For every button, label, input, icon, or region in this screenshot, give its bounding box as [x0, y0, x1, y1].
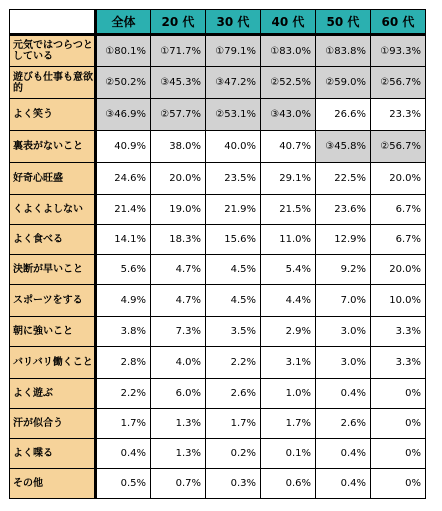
- value-cell: 3.3%: [371, 317, 426, 347]
- row-label: よく食べる: [10, 225, 96, 255]
- value-cell: 20.0%: [371, 163, 426, 195]
- value-cell: 3.1%: [261, 347, 316, 379]
- table-row: [10, 225, 426, 255]
- value-cell: 0.2%: [206, 439, 261, 469]
- value-cell: 26.6%: [316, 99, 371, 131]
- value-cell: 1.7%: [96, 409, 151, 439]
- value-cell: ①79.1%: [206, 35, 261, 67]
- value-cell: 23.3%: [371, 99, 426, 131]
- table-row: [10, 409, 426, 439]
- value-cell: 3.8%: [96, 317, 151, 347]
- table-body: [10, 35, 426, 499]
- value-cell: 1.0%: [261, 379, 316, 409]
- value-cell: 2.8%: [96, 347, 151, 379]
- value-cell: ①83.8%: [316, 35, 371, 67]
- value-cell: 4.0%: [151, 347, 206, 379]
- row-label: スポーツをする: [10, 285, 96, 317]
- value-cell: 38.0%: [151, 131, 206, 163]
- value-cell: 1.7%: [261, 409, 316, 439]
- value-cell: 4.7%: [151, 285, 206, 317]
- value-cell: 23.5%: [206, 163, 261, 195]
- value-cell: 0%: [371, 409, 426, 439]
- value-cell: ③47.2%: [206, 67, 261, 99]
- value-cell: ②53.1%: [206, 99, 261, 131]
- value-cell: 0.1%: [261, 439, 316, 469]
- value-cell: ②56.7%: [371, 131, 426, 163]
- value-cell: 21.5%: [261, 195, 316, 225]
- column-header-60s: 60 代: [371, 10, 426, 35]
- value-cell: ①80.1%: [96, 35, 151, 67]
- row-label: くよくよしない: [10, 195, 96, 225]
- value-cell: ③43.0%: [261, 99, 316, 131]
- table-row: [10, 163, 426, 195]
- value-cell: 18.3%: [151, 225, 206, 255]
- table-row: [10, 99, 426, 131]
- table-row: [10, 255, 426, 285]
- value-cell: 2.2%: [206, 347, 261, 379]
- value-cell: 4.5%: [206, 255, 261, 285]
- row-label: 朝に強いこと: [10, 317, 96, 347]
- row-label: 元気ではつらつとしている: [10, 35, 96, 67]
- column-header-50s: 50 代: [316, 10, 371, 35]
- value-cell: 20.0%: [371, 255, 426, 285]
- value-cell: 29.1%: [261, 163, 316, 195]
- value-cell: 2.6%: [316, 409, 371, 439]
- value-cell: 5.4%: [261, 255, 316, 285]
- table-row: [10, 285, 426, 317]
- value-cell: 0%: [371, 379, 426, 409]
- row-label: 決断が早いこと: [10, 255, 96, 285]
- row-label: その他: [10, 469, 96, 499]
- column-header-40s: 40 代: [261, 10, 316, 35]
- value-cell: 40.9%: [96, 131, 151, 163]
- value-cell: ①83.0%: [261, 35, 316, 67]
- value-cell: 0.6%: [261, 469, 316, 499]
- value-cell: ③45.3%: [151, 67, 206, 99]
- value-cell: 3.0%: [316, 317, 371, 347]
- value-cell: 4.4%: [261, 285, 316, 317]
- column-header-30s: 30 代: [206, 10, 261, 35]
- row-label: 遊びも仕事も意欲的: [10, 67, 96, 99]
- value-cell: 19.0%: [151, 195, 206, 225]
- value-cell: 7.0%: [316, 285, 371, 317]
- value-cell: 24.6%: [96, 163, 151, 195]
- row-label: 好奇心旺盛: [10, 163, 96, 195]
- value-cell: ②50.2%: [96, 67, 151, 99]
- value-cell: 0.4%: [96, 439, 151, 469]
- header-row: [10, 10, 426, 35]
- value-cell: 4.7%: [151, 255, 206, 285]
- value-cell: 40.7%: [261, 131, 316, 163]
- row-label: よく笑う: [10, 99, 96, 131]
- table-row: [10, 469, 426, 499]
- value-cell: 0.4%: [316, 469, 371, 499]
- value-cell: 3.5%: [206, 317, 261, 347]
- value-cell: ①93.3%: [371, 35, 426, 67]
- value-cell: 4.9%: [96, 285, 151, 317]
- table-row: [10, 195, 426, 225]
- value-cell: 12.9%: [316, 225, 371, 255]
- value-cell: 20.0%: [151, 163, 206, 195]
- value-cell: 6.7%: [371, 195, 426, 225]
- value-cell: 2.6%: [206, 379, 261, 409]
- value-cell: ③46.9%: [96, 99, 151, 131]
- value-cell: 14.1%: [96, 225, 151, 255]
- row-label: バリバリ働くこと: [10, 347, 96, 379]
- table-row: [10, 347, 426, 379]
- value-cell: ①71.7%: [151, 35, 206, 67]
- value-cell: 11.0%: [261, 225, 316, 255]
- value-cell: ②57.7%: [151, 99, 206, 131]
- value-cell: 23.6%: [316, 195, 371, 225]
- value-cell: 9.2%: [316, 255, 371, 285]
- column-header-all: 全体: [96, 10, 151, 35]
- table-row: [10, 379, 426, 409]
- value-cell: 0.4%: [316, 439, 371, 469]
- table-row: [10, 67, 426, 99]
- table-row: [10, 131, 426, 163]
- value-cell: 0.5%: [96, 469, 151, 499]
- value-cell: 1.3%: [151, 439, 206, 469]
- value-cell: 1.3%: [151, 409, 206, 439]
- value-cell: 3.0%: [316, 347, 371, 379]
- value-cell: ③45.8%: [316, 131, 371, 163]
- row-label: よく喋る: [10, 439, 96, 469]
- table-row: [10, 439, 426, 469]
- value-cell: 15.6%: [206, 225, 261, 255]
- value-cell: 2.9%: [261, 317, 316, 347]
- column-header-20s: 20 代: [151, 10, 206, 35]
- value-cell: 7.3%: [151, 317, 206, 347]
- value-cell: 0.7%: [151, 469, 206, 499]
- value-cell: 10.0%: [371, 285, 426, 317]
- value-cell: 21.9%: [206, 195, 261, 225]
- table-row: [10, 317, 426, 347]
- value-cell: ②56.7%: [371, 67, 426, 99]
- value-cell: ②59.0%: [316, 67, 371, 99]
- value-cell: 0%: [371, 439, 426, 469]
- value-cell: 3.3%: [371, 347, 426, 379]
- value-cell: ②52.5%: [261, 67, 316, 99]
- row-label: 裏表がないこと: [10, 131, 96, 163]
- value-cell: 21.4%: [96, 195, 151, 225]
- value-cell: 4.5%: [206, 285, 261, 317]
- value-cell: 0.4%: [316, 379, 371, 409]
- value-cell: 40.0%: [206, 131, 261, 163]
- corner-cell: [10, 10, 96, 35]
- row-label: 汗が似合う: [10, 409, 96, 439]
- value-cell: 6.0%: [151, 379, 206, 409]
- value-cell: 0.3%: [206, 469, 261, 499]
- value-cell: 1.7%: [206, 409, 261, 439]
- value-cell: 0%: [371, 469, 426, 499]
- row-label: よく遊ぶ: [10, 379, 96, 409]
- value-cell: 2.2%: [96, 379, 151, 409]
- results-table-container: [9, 9, 426, 499]
- value-cell: 22.5%: [316, 163, 371, 195]
- table-row: [10, 35, 426, 67]
- value-cell: 5.6%: [96, 255, 151, 285]
- value-cell: 6.7%: [371, 225, 426, 255]
- results-table: [9, 9, 426, 499]
